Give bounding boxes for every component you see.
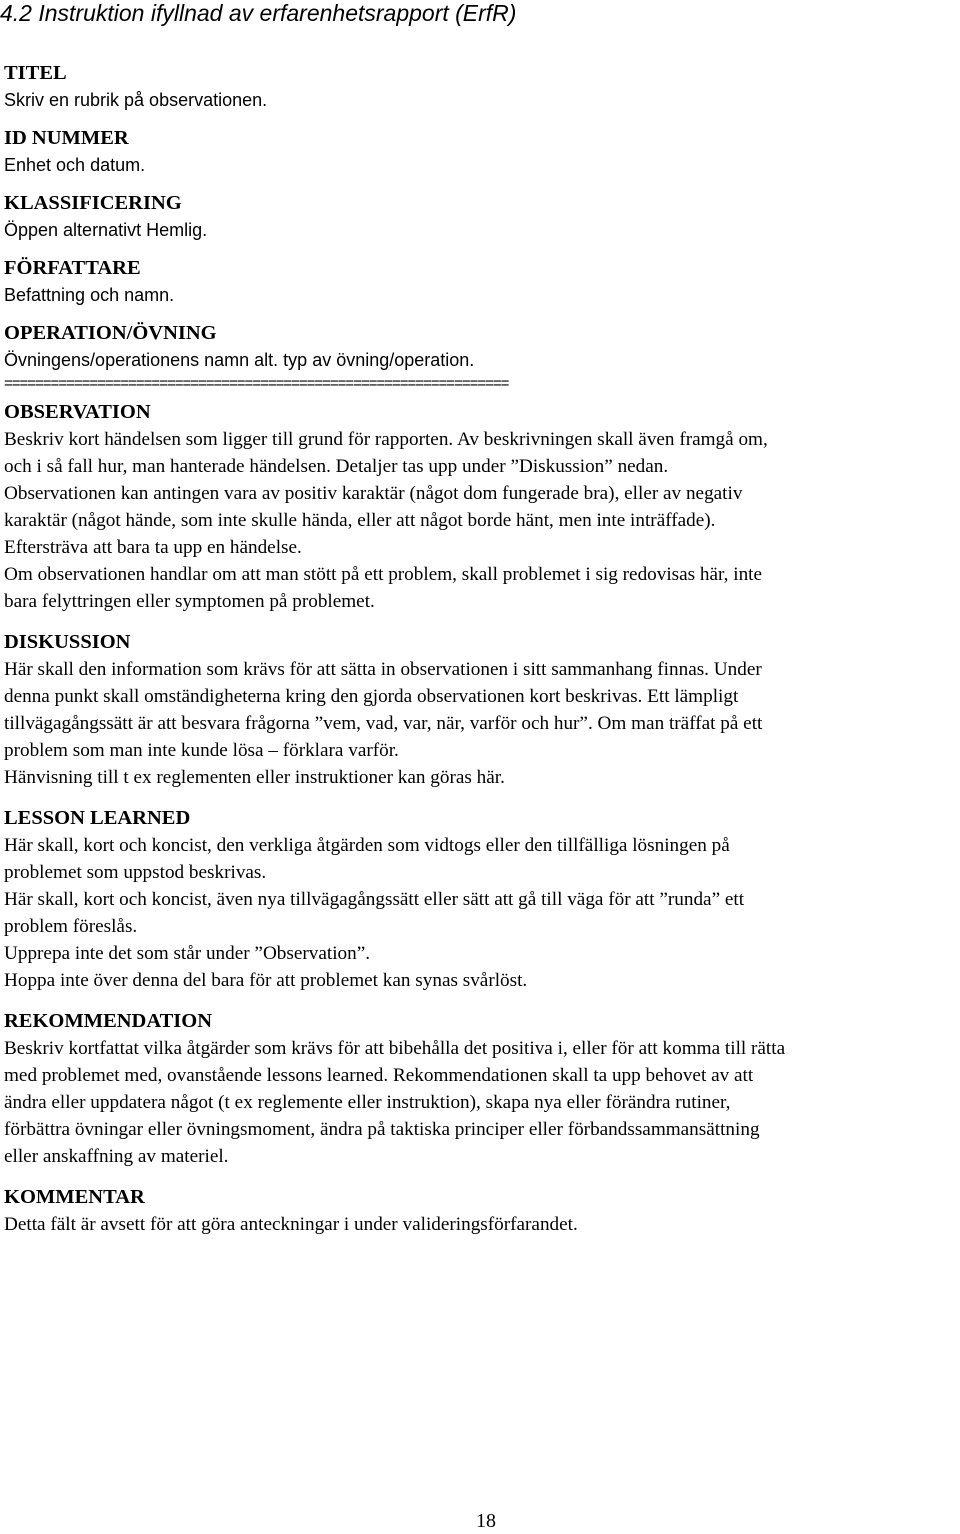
section-title-forfattare: FÖRFATTARE [4, 257, 141, 279]
section-text-titel: Skriv en rubrik på observationen. [4, 90, 268, 110]
section-title-kommentar: KOMMENTAR [4, 1186, 145, 1208]
section-forfattare [4, 255, 958, 308]
section-id-nummer [4, 125, 958, 178]
observation-line: Eftersträva att bara ta upp en händelse. [4, 537, 302, 558]
observation-line: och i så fall hur, man hanterade händelsen. Detaljer tas upp under ”Diskussion” nedan. [4, 456, 669, 477]
document-body [4, 60, 958, 1238]
lesson-learned-line: problem föreslås. [4, 916, 138, 937]
section-title-diskussion: DISKUSSION [4, 631, 131, 653]
rekommendation-line: ändra eller uppdatera något (t ex reglemente eller instruktion), skapa nya eller förändra rutiner, [4, 1092, 731, 1113]
lesson-learned-line: Hoppa inte över denna del bara för att problemet kan synas svårlöst. [4, 970, 528, 991]
rekommendation-line: Beskriv kortfattat vilka åtgärder som krävs för att bibehålla det positiva i, eller för att komma till rätta [4, 1038, 786, 1059]
section-text-forfattare: Befattning och namn. [4, 285, 175, 305]
rekommendation-line: med problemet med, ovanstående lessons learned. Rekommendationen skall ta upp behovet av att [4, 1065, 754, 1086]
observation-line: bara felyttringen eller symptomen på problemet. [4, 591, 375, 612]
section-operation-ovning [4, 320, 958, 373]
section-title-id-nummer: ID NUMMER [4, 127, 129, 149]
section-rekommendation [4, 1008, 958, 1170]
section-lesson-learned [4, 805, 958, 994]
section-divider: ================================================================= [4, 375, 509, 392]
section-title-rekommendation: REKOMMENDATION [4, 1010, 213, 1032]
lesson-learned-line: Här skall, kort och koncist, även nya tillvägagångssätt eller sätt att gå till väga för att ”runda” ett [4, 889, 745, 910]
section-diskussion [4, 629, 958, 791]
page-number: 18 [476, 1510, 496, 1532]
page-heading: 4.2 Instruktion ifyllnad av erfarenhetsrapport (ErfR) [0, 0, 517, 26]
section-kommentar [4, 1184, 958, 1238]
section-text-id-nummer: Enhet och datum. [4, 155, 146, 175]
section-title-klassificering: KLASSIFICERING [4, 192, 182, 214]
diskussion-line: tillvägagångssätt är att besvara frågorna ”vem, vad, var, när, varför och hur”. Om man träffat på ett [4, 713, 763, 734]
section-text-operation-ovning: Övningens/operationens namn alt. typ av övning/operation. [4, 350, 475, 370]
section-observation [4, 399, 958, 615]
lesson-learned-line: Här skall, kort och koncist, den verkliga åtgärden som vidtogs eller den tillfälliga lösningen på [4, 835, 730, 856]
diskussion-line: Hänvisning till t ex reglementen eller instruktioner kan göras här. [4, 767, 505, 788]
observation-line: Observationen kan antingen vara av positiv karaktär (något dom fungerade bra), eller av negativ [4, 483, 743, 504]
section-title-operation-ovning: OPERATION/ÖVNING [4, 322, 217, 344]
diskussion-line: Här skall den information som krävs för att sätta in observationen i sitt sammanhang finnas. Under [4, 659, 762, 680]
section-title-observation: OBSERVATION [4, 401, 151, 423]
observation-line: karaktär (något hände, som inte skulle hända, eller att något borde hänt, men inte inträffade). [4, 510, 716, 531]
diskussion-line: problem som man inte kunde lösa – förklara varför. [4, 740, 399, 761]
observation-line: Om observationen handlar om att man stött på ett problem, skall problemet i sig redovisas här, inte [4, 564, 763, 585]
section-klassificering [4, 190, 958, 243]
lesson-learned-line: Upprepa inte det som står under ”Observation”. [4, 943, 371, 964]
kommentar-line: Detta fält är avsett för att göra anteckningar i under valideringsförfarandet. [4, 1214, 578, 1235]
section-text-klassificering: Öppen alternativt Hemlig. [4, 220, 208, 240]
lesson-learned-line: problemet som uppstod beskrivas. [4, 862, 267, 883]
diskussion-line: denna punkt skall omständigheterna kring den gjorda observationen kort beskrivas. Ett lämpligt [4, 686, 739, 707]
observation-line: Beskriv kort händelsen som ligger till grund för rapporten. Av beskrivningen skall även framgå om, [4, 429, 768, 450]
section-title-titel: TITEL [4, 62, 67, 84]
section-title-lesson-learned: LESSON LEARNED [4, 807, 191, 829]
rekommendation-line: eller anskaffning av materiel. [4, 1146, 229, 1167]
section-titel [4, 60, 958, 113]
rekommendation-line: förbättra övningar eller övningsmoment, ändra på taktiska principer eller förbandssammansättning [4, 1119, 760, 1140]
